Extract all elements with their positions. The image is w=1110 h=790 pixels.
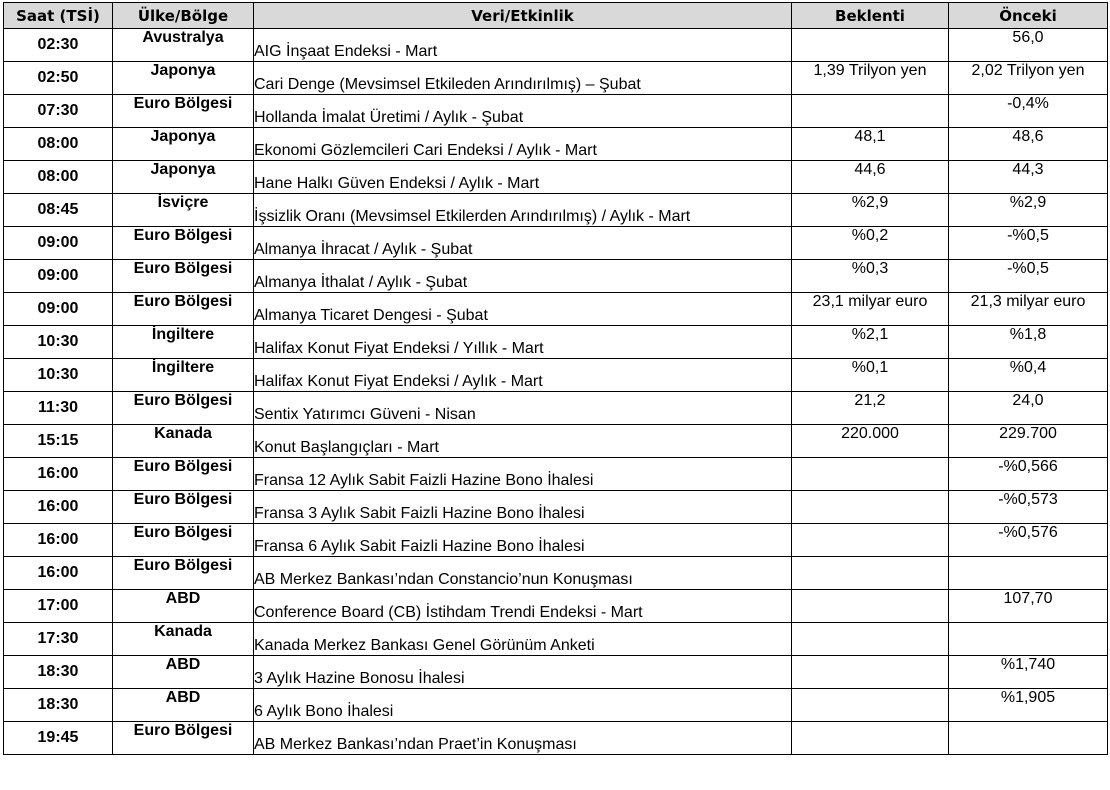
expected-cell: 21,2 <box>792 392 949 425</box>
table-body <box>4 29 1108 755</box>
header-time: Saat (TSİ) <box>4 3 113 29</box>
country-cell: Kanada <box>113 623 254 656</box>
country-cell: İngiltere <box>113 359 254 392</box>
time-cell: 15:15 <box>4 425 113 458</box>
table-row <box>4 590 1108 623</box>
table-row <box>4 689 1108 722</box>
table-row <box>4 425 1108 458</box>
header-previous: Önceki <box>949 3 1108 29</box>
previous-cell: %1,8 <box>949 326 1108 359</box>
time-cell: 10:30 <box>4 359 113 392</box>
expected-cell <box>792 491 949 524</box>
previous-cell: 21,3 milyar euro <box>949 293 1108 326</box>
previous-cell: -%0,566 <box>949 458 1108 491</box>
previous-cell: 56,0 <box>949 29 1108 62</box>
time-cell: 08:00 <box>4 161 113 194</box>
table-row <box>4 524 1108 557</box>
event-cell: 6 Aylık Bono İhalesi <box>254 689 792 722</box>
previous-cell <box>949 557 1108 590</box>
event-cell: Ekonomi Gözlemcileri Cari Endeksi / Aylık - Mart <box>254 128 792 161</box>
expected-cell: 23,1 milyar euro <box>792 293 949 326</box>
country-cell: Euro Bölgesi <box>113 557 254 590</box>
expected-cell <box>792 458 949 491</box>
previous-cell: 24,0 <box>949 392 1108 425</box>
expected-cell <box>792 95 949 128</box>
event-cell: AB Merkez Bankası’ndan Praet’in Konuşması <box>254 722 792 755</box>
event-cell: Kanada Merkez Bankası Genel Görünüm Anketi <box>254 623 792 656</box>
expected-cell: 220.000 <box>792 425 949 458</box>
table-row <box>4 95 1108 128</box>
expected-cell: %2,1 <box>792 326 949 359</box>
expected-cell: 1,39 Trilyon yen <box>792 62 949 95</box>
table-row <box>4 29 1108 62</box>
country-cell: Euro Bölgesi <box>113 392 254 425</box>
event-cell: Konut Başlangıçları - Mart <box>254 425 792 458</box>
table-row <box>4 656 1108 689</box>
event-cell: 3 Aylık Hazine Bonosu İhalesi <box>254 656 792 689</box>
time-cell: 18:30 <box>4 656 113 689</box>
time-cell: 08:45 <box>4 194 113 227</box>
country-cell: Japonya <box>113 62 254 95</box>
previous-cell: 44,3 <box>949 161 1108 194</box>
country-cell: ABD <box>113 590 254 623</box>
event-cell: Conference Board (CB) İstihdam Trendi Endeksi - Mart <box>254 590 792 623</box>
time-cell: 10:30 <box>4 326 113 359</box>
event-cell: Halifax Konut Fiyat Endeksi / Yıllık - Mart <box>254 326 792 359</box>
previous-cell: 229.700 <box>949 425 1108 458</box>
previous-cell: 107,70 <box>949 590 1108 623</box>
country-cell: Euro Bölgesi <box>113 260 254 293</box>
country-cell: ABD <box>113 689 254 722</box>
expected-cell <box>792 557 949 590</box>
country-cell: Euro Bölgesi <box>113 458 254 491</box>
time-cell: 08:00 <box>4 128 113 161</box>
table-row <box>4 227 1108 260</box>
expected-cell <box>792 590 949 623</box>
country-cell: İngiltere <box>113 326 254 359</box>
event-cell: Fransa 6 Aylık Sabit Faizli Hazine Bono İhalesi <box>254 524 792 557</box>
expected-cell: %0,3 <box>792 260 949 293</box>
table-row <box>4 194 1108 227</box>
expected-cell <box>792 623 949 656</box>
expected-cell: 44,6 <box>792 161 949 194</box>
country-cell: ABD <box>113 656 254 689</box>
time-cell: 02:30 <box>4 29 113 62</box>
expected-cell: %0,2 <box>792 227 949 260</box>
previous-cell: %2,9 <box>949 194 1108 227</box>
expected-cell: %2,9 <box>792 194 949 227</box>
expected-cell: 48,1 <box>792 128 949 161</box>
expected-cell <box>792 524 949 557</box>
event-cell: Halifax Konut Fiyat Endeksi / Aylık - Mart <box>254 359 792 392</box>
table-row <box>4 491 1108 524</box>
table-row <box>4 293 1108 326</box>
event-cell: Sentix Yatırımcı Güveni - Nisan <box>254 392 792 425</box>
country-cell: Euro Bölgesi <box>113 722 254 755</box>
table-row <box>4 722 1108 755</box>
event-cell: Hane Halkı Güven Endeksi / Aylık - Mart <box>254 161 792 194</box>
country-cell: Euro Bölgesi <box>113 293 254 326</box>
event-cell: Almanya İhracat / Aylık - Şubat <box>254 227 792 260</box>
country-cell: Euro Bölgesi <box>113 524 254 557</box>
country-cell: Japonya <box>113 161 254 194</box>
country-cell: Euro Bölgesi <box>113 227 254 260</box>
time-cell: 09:00 <box>4 260 113 293</box>
economic-calendar-table <box>3 2 1108 755</box>
expected-cell <box>792 656 949 689</box>
time-cell: 17:00 <box>4 590 113 623</box>
previous-cell: 48,6 <box>949 128 1108 161</box>
time-cell: 16:00 <box>4 491 113 524</box>
time-cell: 18:30 <box>4 689 113 722</box>
event-cell: İşsizlik Oranı (Mevsimsel Etkilerden Arındırılmış) / Aylık - Mart <box>254 194 792 227</box>
table-row <box>4 359 1108 392</box>
country-cell: Kanada <box>113 425 254 458</box>
table-row <box>4 161 1108 194</box>
previous-cell: -0,4% <box>949 95 1108 128</box>
table-row <box>4 260 1108 293</box>
country-cell: Avustralya <box>113 29 254 62</box>
previous-cell: -%0,5 <box>949 260 1108 293</box>
table-row <box>4 557 1108 590</box>
table-row <box>4 128 1108 161</box>
previous-cell: %1,905 <box>949 689 1108 722</box>
time-cell: 09:00 <box>4 293 113 326</box>
previous-cell: -%0,5 <box>949 227 1108 260</box>
header-expected: Beklenti <box>792 3 949 29</box>
country-cell: Japonya <box>113 128 254 161</box>
time-cell: 11:30 <box>4 392 113 425</box>
event-cell: Fransa 3 Aylık Sabit Faizli Hazine Bono İhalesi <box>254 491 792 524</box>
table-row <box>4 458 1108 491</box>
previous-cell: 2,02 Trilyon yen <box>949 62 1108 95</box>
time-cell: 09:00 <box>4 227 113 260</box>
country-cell: Euro Bölgesi <box>113 491 254 524</box>
event-cell: Almanya Ticaret Dengesi - Şubat <box>254 293 792 326</box>
header-row <box>4 3 1108 29</box>
country-cell: İsviçre <box>113 194 254 227</box>
event-cell: Hollanda İmalat Üretimi / Aylık - Şubat <box>254 95 792 128</box>
time-cell: 19:45 <box>4 722 113 755</box>
table-row <box>4 62 1108 95</box>
previous-cell <box>949 722 1108 755</box>
previous-cell <box>949 623 1108 656</box>
table-row <box>4 623 1108 656</box>
event-cell: AB Merkez Bankası’ndan Constancio’nun Konuşması <box>254 557 792 590</box>
expected-cell <box>792 29 949 62</box>
time-cell: 16:00 <box>4 458 113 491</box>
time-cell: 02:50 <box>4 62 113 95</box>
event-cell: AIG İnşaat Endeksi - Mart <box>254 29 792 62</box>
table-header <box>4 3 1108 29</box>
previous-cell: -%0,573 <box>949 491 1108 524</box>
event-cell: Fransa 12 Aylık Sabit Faizli Hazine Bono İhalesi <box>254 458 792 491</box>
header-country: Ülke/Bölge <box>113 3 254 29</box>
expected-cell <box>792 722 949 755</box>
expected-cell: %0,1 <box>792 359 949 392</box>
previous-cell: %0,4 <box>949 359 1108 392</box>
event-cell: Cari Denge (Mevsimsel Etkileden Arındırılmış) – Şubat <box>254 62 792 95</box>
table-row <box>4 326 1108 359</box>
event-cell: Almanya İthalat / Aylık - Şubat <box>254 260 792 293</box>
header-event: Veri/Etkinlik <box>254 3 792 29</box>
time-cell: 17:30 <box>4 623 113 656</box>
table-row <box>4 392 1108 425</box>
country-cell: Euro Bölgesi <box>113 95 254 128</box>
time-cell: 07:30 <box>4 95 113 128</box>
time-cell: 16:00 <box>4 524 113 557</box>
time-cell: 16:00 <box>4 557 113 590</box>
previous-cell: -%0,576 <box>949 524 1108 557</box>
expected-cell <box>792 689 949 722</box>
previous-cell: %1,740 <box>949 656 1108 689</box>
